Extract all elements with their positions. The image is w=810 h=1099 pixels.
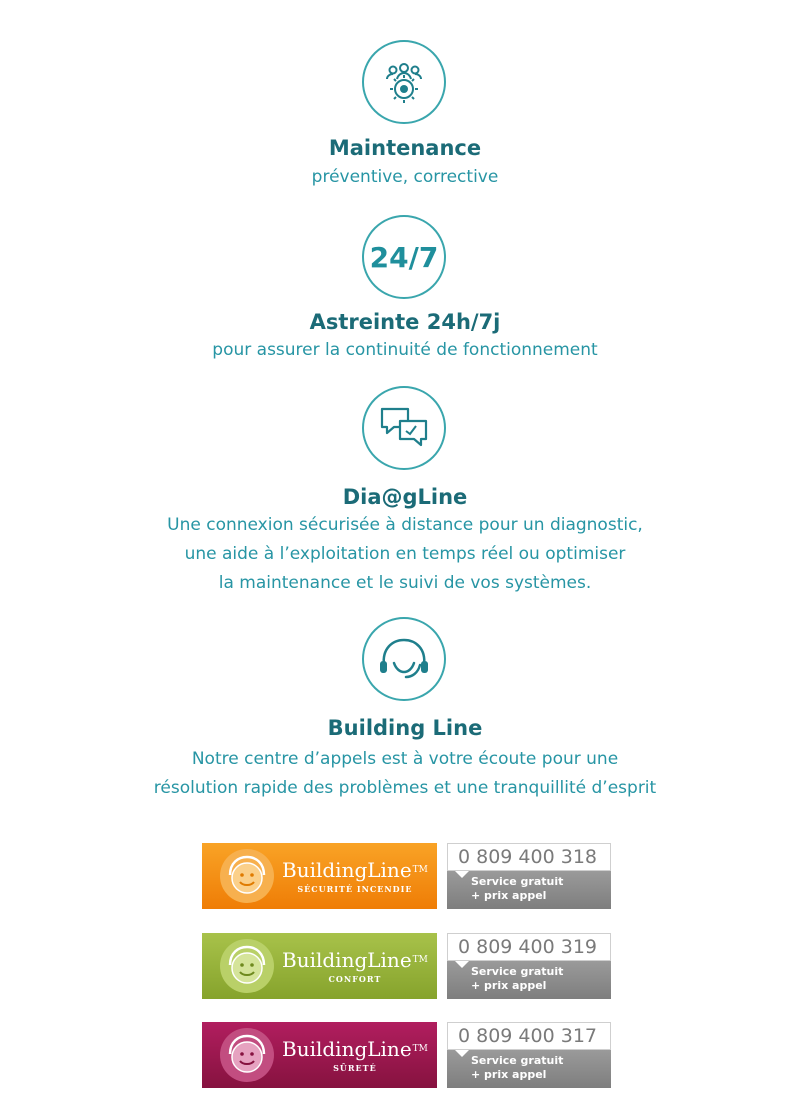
smiley-headset-icon <box>220 1028 274 1082</box>
phone-info: Service gratuit + prix appel <box>447 1050 611 1088</box>
feature-desc-line: résolution rapide des problèmes et une tranquillité d’esprit <box>153 778 657 798</box>
brand-name: BuildingLine™ <box>282 947 428 972</box>
phone-number[interactable]: 0 809 400 318 <box>447 843 611 871</box>
feature-title: Maintenance <box>328 136 482 160</box>
badge-subtitle: SÛRETÉ <box>333 1062 377 1073</box>
headset-icon <box>362 617 446 701</box>
phone-number[interactable]: 0 809 400 317 <box>447 1022 611 1050</box>
badge-subtitle: SÉCURITÉ INCENDIE <box>297 883 413 894</box>
feature-desc-line: une aide à l’exploitation en temps réel ou optimiser <box>184 544 626 564</box>
feature-title: Dia@gLine <box>342 485 468 509</box>
phone-box[interactable] <box>447 843 611 909</box>
brand-name: BuildingLine™ <box>282 857 428 882</box>
phone-box[interactable] <box>447 1022 611 1088</box>
phone-box[interactable] <box>447 933 611 999</box>
smiley-headset-icon <box>220 849 274 903</box>
badge-subtitle: CONFORT <box>328 973 382 984</box>
feature-desc-line: préventive, corrective <box>311 167 499 187</box>
brand-name: BuildingLine™ <box>282 1036 428 1061</box>
phone-info: Service gratuit + prix appel <box>447 871 611 909</box>
team-gear-icon <box>362 40 446 124</box>
feature-title: Building Line <box>327 716 483 740</box>
feature-title: Astreinte 24h/7j <box>309 310 501 334</box>
24-7-icon-text: 24/7 <box>369 240 439 274</box>
hotline-badge-securite-incendie[interactable] <box>202 843 437 909</box>
smiley-headset-icon <box>220 939 274 993</box>
phone-info: Service gratuit + prix appel <box>447 961 611 999</box>
hotline-badge-surete[interactable] <box>202 1022 437 1088</box>
phone-number[interactable]: 0 809 400 319 <box>447 933 611 961</box>
feature-desc-line: Notre centre d’appels est à votre écoute pour une <box>191 749 619 769</box>
feature-desc-line: la maintenance et le suivi de vos systèmes. <box>218 573 592 593</box>
feature-desc-line: pour assurer la continuité de fonctionnement <box>212 340 598 360</box>
chat-bubbles-icon <box>362 386 446 470</box>
hotline-badge-confort[interactable] <box>202 933 437 999</box>
24-7-icon <box>362 215 446 299</box>
feature-desc-line: Une connexion sécurisée à distance pour un diagnostic, <box>167 515 643 535</box>
